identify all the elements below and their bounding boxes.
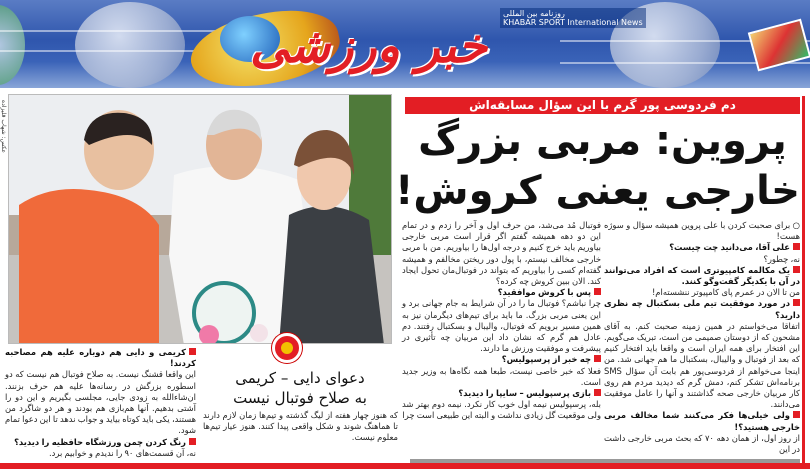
column-divider <box>802 96 805 469</box>
interview-question: کریمی و دایی هم دوباره علیه هم مصاحبه کردند! <box>5 347 196 369</box>
interview-answer: نه، چطور؟ <box>763 253 800 264</box>
interview-answer: ○ برای صحبت کردن با علی پروین همیشه سؤال و سوژه هست! <box>604 220 800 242</box>
ball-graphic <box>0 5 25 85</box>
masthead <box>0 0 810 88</box>
main-headline: پروین: مربی بزرگ خارجی یعنی کروش! <box>395 118 800 214</box>
interview-answer: نه، آن قسمت‌های ۹۰ را ندیدم و خوابیم برد. <box>48 447 196 458</box>
interview-answer: اتفاقا می‌خواستم در همین زمینه صحبت کنم. به آقای مشحون که از دوستان صمیمی من است، تبریک می‌گویم. این افتخار برای همه ایران است و واقعا باید افتخار کنیم که بعد از فوتبال و والیبال، بسکتبال ما هم جهانی شد. من اینجا می‌خواهم از فردوسی‌پور هم بابت آن سؤال SMS برنامه‌اش تشکر کنم، دمش گرم که دیدید مردم هم روی کار مربیان خارجی صحه گذاشتند و آنها را عامل موفقیت می‌دانند. <box>604 320 800 410</box>
interview-answer: بله، پرسپولیس نیمه اول خوب کار نکرد. نیمه دوم بهتر شد ولی موقعیت گل زیادی نداشت و البته این طبیعی است چرا <box>402 399 601 421</box>
interview-column-left <box>5 347 196 459</box>
newspaper-logo: خبر ورزشی <box>250 18 488 74</box>
interview-question: بازی پرسپولیس – سایپا را دیدید؟ <box>402 388 601 399</box>
interview-question: پس با کروش موافقید؟ <box>402 287 601 298</box>
interview-question: ولی خیلی‌ها فکر می‌کنند شما مخالف مربی خارجی هستید؟! <box>604 410 800 432</box>
kicker-bar: دم فردوسی پور گرم با این سؤال مسابقه‌اش <box>405 97 800 114</box>
interview-column-right <box>604 220 800 455</box>
photo-credit: عکس: شهاب قلیزاده <box>0 100 7 154</box>
interview-question: چه خبر از پرسپولیس؟ <box>402 354 601 365</box>
sub-story-body: که هنوز چهار هفته از لیگ گذشته و تیم‌ها زمان لازم دارند تا هماهنگ شوند و شکل واقعی پیدا کنند. هنوز عیار تیم‌ها معلوم نیست. <box>203 410 398 443</box>
interview-column-middle <box>402 220 601 422</box>
news-photo <box>8 94 392 344</box>
interview-question: یک مکالمه کامپیوتری است که افراد می‌توانند در آن با یکدیگر گفت‌وگو کنند. <box>604 264 800 287</box>
interview-answer: از روز اول، از همان دهه ۷۰ که بحث مربی خارجی داشت در این <box>604 432 800 455</box>
logo-subtitle: روزنامه بین المللی KHABAR SPORT International News <box>500 8 646 28</box>
interview-answer: این واقعا قشنگ نیست. به صلاح فوتبال هم نیست که دو اسطوره بزرگش در رسانه‌ها علیه هم حرف بزنند. ان‌شاءالله به زودی جایی، مجلسی بگیریم و این دو را آشتی بدهیم. آنها هم‌بازی هم بودند و هر دو شاگرد من هستند، یکی باید کوتاه بیاید و جواب ندهد تا این دعوا تمام شود. <box>5 369 196 436</box>
interview-answer: من تا الان در عمرم پای کامپیوتر ننشسته‌ام! <box>651 287 800 298</box>
interview-answer: فوتبال مُد می‌شد، من حرف اول و آخر را زدم و در تمام این دو دهه همیشه گفتم اگر قرار است مربی خارجی بیاوریم باید خرج کنیم و درجه اول‌ها را بیاوریم. من با مربی خارجی مخالف نیستم، با پول دور ریختن مخالفم و همیشه گفته‌ام کسی را بیاوریم که بتواند در فوتبال‌مان تحول ایجاد کند. الان ببین کروش چه کرده؟ <box>402 220 601 287</box>
sub-story-title: دعوای دایی – کریمی به صلاح فوتبال نیست <box>233 369 367 407</box>
footer-bar <box>0 463 810 469</box>
interview-answer: فعلا که خبر خاصی نیست، طبعا همه نگاه‌ها به وزیر جدید است. <box>402 365 601 387</box>
interview-question: در مورد موفقیت تیم ملی بسکتبال چه نظری دارید؟ <box>604 298 800 320</box>
photo-illustration <box>9 95 392 344</box>
club-emblem-icon <box>272 333 302 363</box>
ball-graphic <box>75 2 185 88</box>
interview-question: رنگ کردن چمن ورزشگاه حافظیه را دیدید؟ <box>5 437 196 448</box>
interview-answer: چرا نباشم؟ فوتبال ما را در آن شرایط به جام جهانی برد و این یعنی مربی بزرگ. ما باید برای تیم‌های دیگرمان نیز به همین مسیر برویم که فوتبال، والیبال و بسکتبال رفتند. دم عادل هم گرم که نشان داد این مربیان چه تأثیری در پیشرفت و موفقیت ورزش ما دارند. <box>402 298 601 354</box>
interview-question: علی آقا، می‌دانید چت چیست؟ <box>604 242 800 253</box>
